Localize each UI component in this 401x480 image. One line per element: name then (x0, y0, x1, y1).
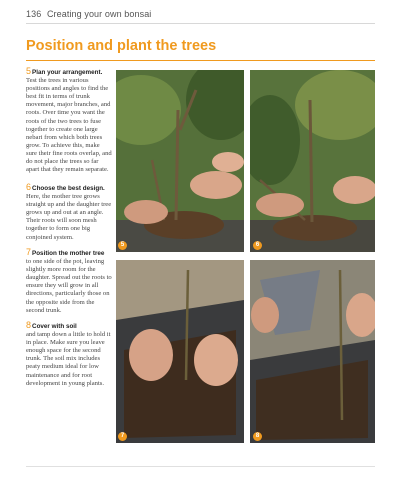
step-heading: Cover with soil (32, 323, 77, 330)
step-body: Test the trees in various positions and angles to find the best fit in terms of trunk movement, major branches, and roots. Over time you want the roots of the two trees to fuse together to create one large nebari from which both trees grow. To achieve this, make sure their fine roots overlap, and do not place the trees so far apart that they remain separate. (26, 77, 112, 174)
page-title: Position and plant the trees (26, 38, 217, 54)
step-badge: 6 (253, 241, 262, 250)
step-8 (26, 321, 112, 388)
step-7 (26, 248, 112, 315)
step-number: 8 (26, 320, 32, 330)
step-body: and tamp down a little to hold it in place. Make sure you leave enough space for the second trunk. The soil mix includes peaty medium ideal for low maintenance and for root development in young plants. (26, 331, 111, 387)
footer-rule (26, 466, 375, 467)
step-number: 7 (26, 247, 32, 257)
step-body: Here, the mother tree grows straight up and the daughter tree grows up and out at an angle. Their roots will soon mesh together to form one big conjoined system. (26, 193, 112, 241)
step-number: 5 (26, 66, 32, 76)
step-heading: Choose the best design. (32, 185, 105, 192)
photo-step-5 (116, 70, 244, 252)
step-body: to one side of the pot, leaving slightly more room for the daughter. Spread out the roots to ensure they will grow in all directions, particularly those on the opposite side from the second trunk. (26, 258, 112, 314)
photo-step-7 (116, 260, 244, 443)
section-title: Creating your own bonsai (46, 9, 152, 19)
step-6 (26, 183, 112, 242)
page-number: 136 (26, 9, 42, 19)
photo-6-image (250, 70, 375, 252)
photo-5-image (116, 70, 244, 252)
photo-step-8 (250, 260, 375, 443)
step-badge: 7 (118, 432, 127, 441)
step-heading: Position the mother tree (32, 250, 105, 257)
step-number: 6 (26, 182, 32, 192)
step-5 (26, 67, 112, 174)
step-badge: 8 (253, 432, 262, 441)
photo-7-image (116, 260, 244, 443)
step-badge: 5 (118, 241, 127, 250)
photo-8-image (250, 260, 375, 443)
photo-step-6 (250, 70, 375, 252)
header-rule (26, 23, 375, 24)
step-heading: Plan your arrangement. (32, 69, 103, 76)
page-header (26, 9, 151, 19)
title-rule (26, 60, 375, 61)
